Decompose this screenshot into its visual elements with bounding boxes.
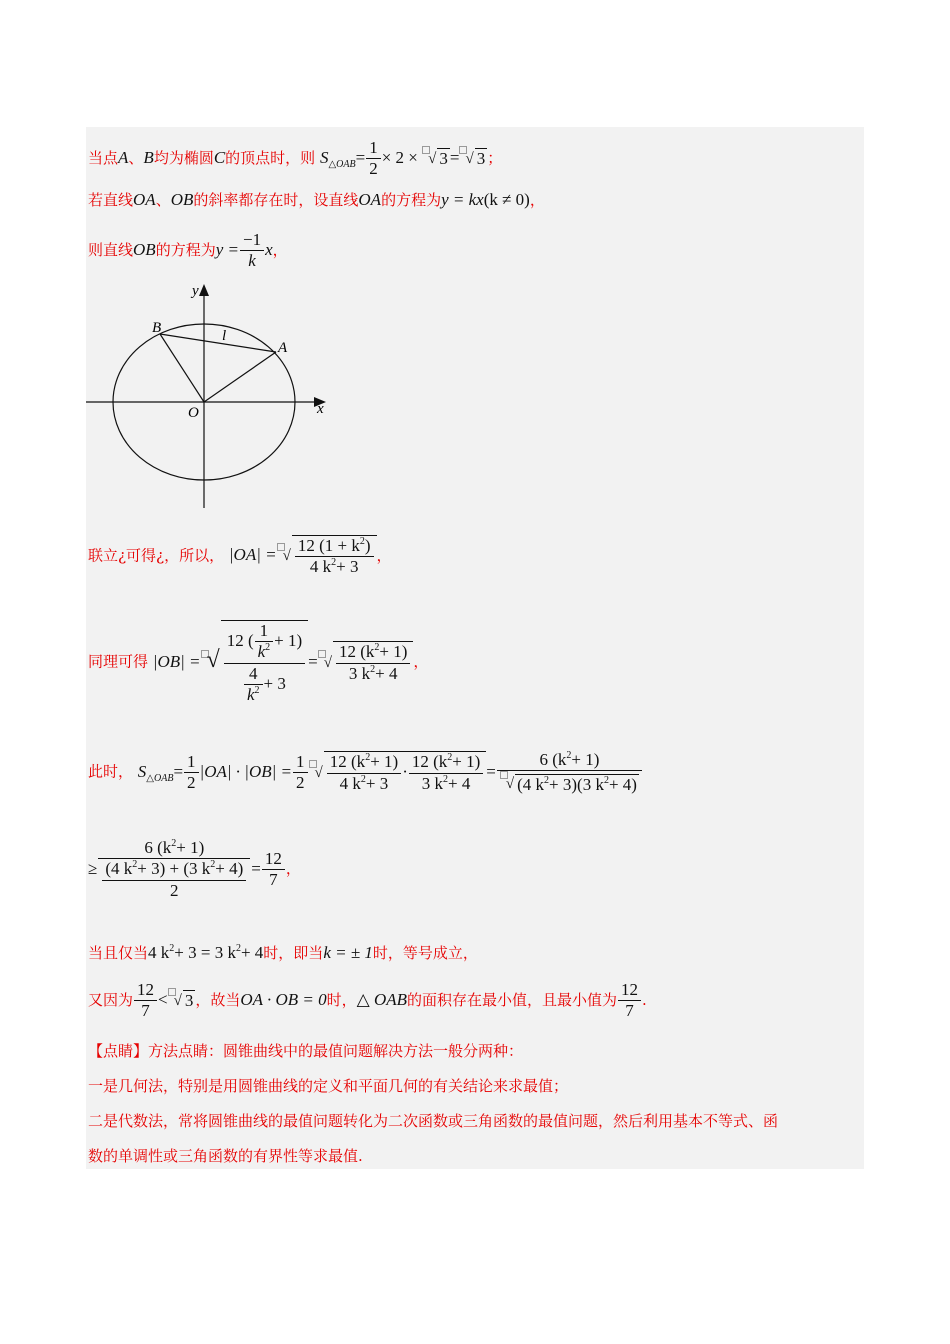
denominator: 7 (625, 1001, 634, 1021)
fraction-b (409, 752, 483, 794)
radicand: 3 (476, 149, 486, 169)
numerator-end: + 1) (452, 752, 481, 772)
fraction-compare (134, 980, 157, 1022)
line-area-expression: 此时， $S_{\triangle OAB}=$ $\frac{1}{2}$ |OA| · |OB| = $\frac{1}{2}$ √ $\frac{12 (k^2+ 1)}{4 k^2+ 3}$ · $\frac{12 (k^2+ 1)}{3 k^2+ 4}$ = $\frac{6 (k^2+ 1)}{√ (4 k^2+ 3)(3 k^2+ 4)}$ (88, 750, 643, 795)
text: 、 (155, 191, 171, 209)
text: 时，即当 (263, 944, 324, 962)
line-ob-equation (88, 230, 288, 272)
numerator: 12 (k (329, 752, 366, 772)
radicand: 3 (184, 991, 194, 1011)
denominator-mid: + 3)(3 k (549, 774, 604, 794)
numerator: 1 (184, 752, 199, 773)
text: 均为椭圆 (153, 148, 214, 167)
expr: + 4 (240, 943, 264, 962)
text: 的方程为 (155, 240, 216, 259)
numerator: 1 (293, 752, 308, 773)
equals: = (251, 858, 261, 878)
variable-x: x (265, 239, 273, 259)
text: 的面积存在最小值，且最小值为 (407, 990, 618, 1009)
numerator: 12 (262, 849, 285, 870)
numerator-end: + 1) (274, 630, 303, 650)
fraction-oa (295, 536, 374, 578)
numerator-end: + 4) (215, 859, 244, 879)
exponent: 2 (331, 557, 337, 569)
label-origin: O (188, 405, 199, 421)
fraction-inner-den (244, 664, 263, 706)
area-subscript: △OAB (146, 772, 174, 784)
radicand: 3 (439, 149, 448, 169)
exponent: 2 (370, 663, 376, 675)
line-oa-length: 联立¿可得¿，所以， |OA| = √ $\frac{12 (1 + k^2)}{4 k^2+ 3}$ ， (88, 536, 392, 577)
k-value: k = ± 1 (323, 943, 373, 962)
fraction-slope (240, 230, 264, 272)
denominator-end: + 4) (608, 774, 637, 794)
denominator: 2 (170, 880, 179, 900)
denominator-end: + 4 (448, 773, 471, 793)
area-symbol: S (319, 147, 329, 167)
equals: = (308, 651, 318, 671)
line-ob-length: 同理可得 |OB| = √ 12 ( $\frac{1}{k^2}$ + 1) $\frac{4}{k^2}$ + 3 = √ $\frac{12 (k^2+ 1)}{3 k^2+ 4}$ ， (88, 621, 429, 705)
line-inequality (88, 838, 301, 901)
text: ， (529, 191, 545, 209)
denominator: k (257, 642, 266, 662)
denominator-end: + 3 (336, 557, 359, 577)
dot: · (402, 762, 408, 781)
numerator: 12 (134, 980, 157, 1001)
label-x: x (317, 401, 324, 417)
exponent: 2 (265, 642, 271, 654)
exponent: 2 (171, 838, 177, 849)
condition: (k ≠ 0) (483, 190, 530, 209)
denominator: k (246, 685, 255, 705)
text: ， (376, 546, 392, 565)
line-conclusion: 又因为 $\frac{12}{7}$ < √ 3 ，故当OA · OB = 0时，△ OAB的面积存在最小值，且最小值为 $\frac{12}{7}$ . (88, 980, 647, 1021)
text: ； (487, 148, 503, 167)
text: ，故当 (195, 990, 241, 1009)
denominator: 7 (141, 1001, 150, 1021)
numerator-end: + 1) (176, 838, 205, 857)
product-abs: |OA| · |OB| = (199, 761, 293, 781)
dot-product: OA · OB = 0 (240, 989, 327, 1009)
numerator: 12 (k (411, 752, 448, 772)
denominator: 4 k (339, 773, 361, 793)
denominator: 2 (187, 773, 196, 793)
fraction-min (618, 980, 641, 1022)
numerator: 12 (k (339, 642, 375, 662)
denominator: 7 (269, 870, 278, 890)
numerator-mid: + 3) + (3 k (137, 859, 211, 879)
ob-abs: |OB| = (152, 651, 201, 671)
note-algebraic-cont: 数的单调性或三角函数的有界性等求最值. (88, 1147, 363, 1165)
label-line-l: l (222, 328, 227, 344)
area-subscript: △OAB (328, 158, 356, 170)
expr: 4 k (148, 943, 170, 962)
numerator: −1 (240, 230, 264, 251)
equation: y = kx (441, 190, 484, 209)
denominator: k (248, 251, 256, 271)
label-point-a: A (278, 340, 288, 356)
line-equality-condition (88, 942, 478, 963)
numerator: 1 (255, 621, 274, 642)
exponent: 2 (544, 774, 550, 786)
exponent: 2 (447, 752, 453, 764)
y-axis-arrow-icon (199, 284, 209, 296)
denominator: (4 k (517, 774, 545, 794)
text: 又因为 (88, 990, 134, 1009)
equals: = (486, 761, 496, 781)
oa-abs: |OA| = (228, 545, 277, 565)
text: 若直线 (88, 191, 134, 209)
note-geometric: 一是几何法，特别是用圆锥曲线的定义和平面几何的有关结论来求最值； (88, 1077, 569, 1095)
numerator: 4 (244, 664, 263, 685)
text: . (642, 990, 647, 1009)
exponent: 2 (365, 752, 371, 764)
text: 当点 (88, 148, 119, 167)
exponent: 2 (443, 773, 449, 785)
text: 的斜率都存在时，设直线 (193, 191, 359, 209)
exponent: 2 (169, 943, 175, 954)
equals: = (449, 147, 460, 167)
numerator-end: + 1) (370, 752, 399, 772)
ellipse-c: C (213, 147, 226, 167)
numerator: 6 (k (539, 750, 567, 769)
segment-ob (160, 334, 204, 402)
text: 联立¿可得¿，所以， (88, 546, 225, 565)
expr: + 3 = 3 k (174, 943, 236, 962)
line-slope-case (88, 189, 545, 210)
label-y: y (192, 283, 199, 299)
exponent: 2 (254, 685, 260, 697)
text: 时，等号成立， (372, 944, 478, 962)
exponent: 2 (360, 773, 366, 785)
label-point-b: B (152, 320, 162, 336)
point-a: A (118, 147, 129, 167)
line-ob: OB (133, 239, 156, 259)
text: 时， (326, 990, 357, 1009)
text: ， (272, 240, 288, 259)
fraction-mean (102, 859, 246, 901)
numerator-end: + 1) (379, 642, 408, 662)
denominator: 4 k (309, 557, 332, 577)
numerator-end: ) (364, 536, 371, 555)
text: ， (413, 652, 429, 671)
ge-sign: ≥ (88, 858, 98, 878)
denominator: 2 (296, 773, 305, 793)
exponent: 2 (132, 859, 138, 871)
fraction-result (262, 849, 285, 891)
text: 当且仅当 (88, 944, 149, 962)
ellipse-figure (86, 280, 336, 512)
fraction-bound (98, 838, 250, 901)
note-heading: 【点睛】方法点睛：圆锥曲线中的最值问题解决方法一般分两种： (88, 1042, 524, 1060)
text: 、 (128, 148, 144, 167)
point-b: B (143, 147, 154, 167)
lt-sign: < (158, 989, 168, 1009)
fraction-ob (336, 642, 410, 684)
numerator: 12 (618, 980, 641, 1001)
numerator: 1 (366, 138, 381, 159)
segment-oa (204, 352, 276, 402)
exponent: 2 (374, 642, 380, 654)
area-symbol: S (137, 761, 147, 781)
note-algebraic: 二是代数法，常将圆锥曲线的最值问题转化为二次函数或三角函数的最值问题，然后利用基本不等式、函 (88, 1112, 779, 1130)
fraction-a (327, 752, 401, 794)
exponent: 2 (603, 774, 609, 786)
product: × 2 × (381, 147, 418, 167)
equals: = (355, 147, 366, 167)
fraction-half (366, 138, 381, 180)
exponent: 2 (235, 943, 241, 954)
text: 此时， (88, 762, 134, 781)
denominator-end: + 3 (365, 773, 389, 793)
line-vertex-case: 当点A、B均为椭圆C的顶点时，则 $S_{\triangle OAB}=$ $\frac{1}{2}$ × 2 × √ 3 = √ 3 ； (88, 138, 503, 179)
fraction-half (184, 752, 199, 794)
exponent: 2 (359, 536, 365, 547)
triangle-oab: △ OAB (356, 989, 407, 1009)
denominator: 3 k (348, 663, 371, 683)
denominator: 3 k (421, 773, 444, 793)
fraction-ob-nested (224, 621, 305, 706)
fraction-c: $\frac{6 (k^2+ 1)}{√ (4 k^2+ 3)(3 k^2+ 4)}$ (497, 750, 642, 795)
text: 同理可得 (88, 652, 149, 671)
numerator-end: + 1) (571, 750, 600, 769)
fraction-half (293, 752, 308, 794)
numerator: (4 k (105, 859, 133, 879)
numerator: 12 (1 + k (297, 536, 360, 555)
numerator: 6 (k (144, 838, 172, 857)
equation: y = (215, 239, 239, 259)
text: ， (285, 859, 301, 878)
denominator: 2 (369, 159, 378, 179)
text: 则直线 (88, 240, 134, 259)
fraction-inner (255, 621, 274, 663)
denominator-end: + 3 (263, 673, 286, 693)
denominator-end: + 4 (375, 663, 398, 683)
text: 的顶点时，则 (225, 148, 316, 167)
numerator: 12 ( (226, 630, 254, 650)
line-ob: OB (170, 190, 194, 209)
equals: = (173, 761, 184, 781)
text: 的方程为 (381, 191, 442, 209)
exponent: 2 (210, 859, 216, 871)
line-oa: OA (133, 190, 156, 209)
exponent: 2 (566, 750, 572, 761)
segment-ab (160, 334, 276, 352)
line-oa: OA (358, 190, 382, 209)
